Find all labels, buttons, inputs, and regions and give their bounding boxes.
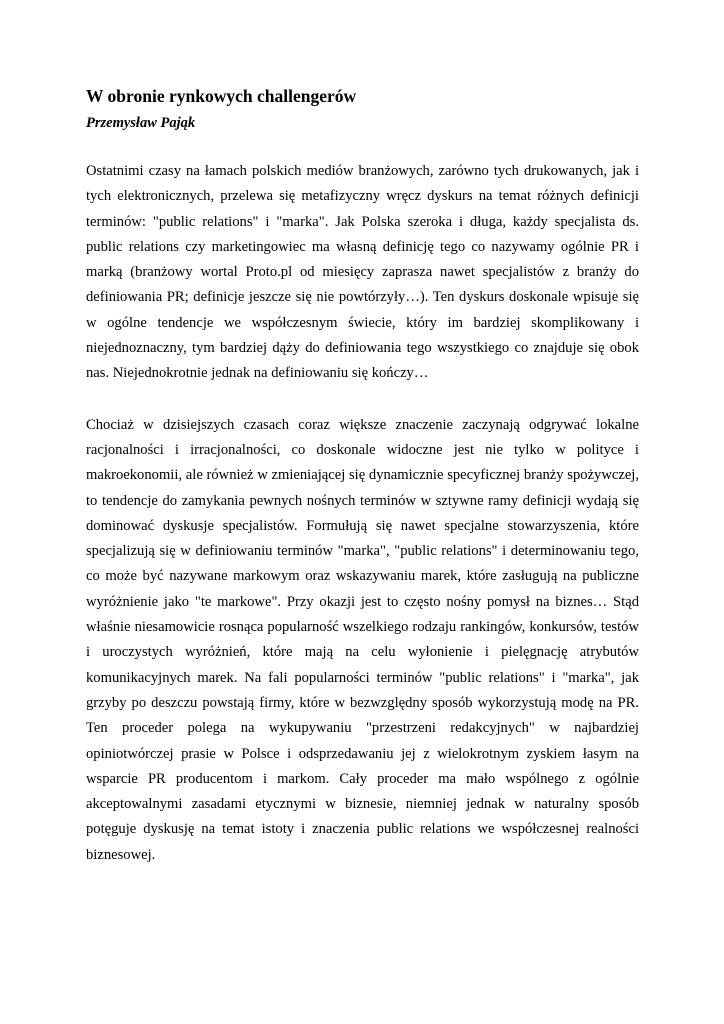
body-paragraph-2: Chociaż w dzisiejszych czasach coraz większe znaczenie zaczynają odgrywać lokalne racjonalności i irracjonalności, co doskonale widoczne jest nie tylko w polityce i makroekonomii, ale również w zmieniającej się dynamicznie specyficznej branży spożywczej, to tendencje do zamykania pewnych nośnych terminów w sztywne ramy definicji wydają się dominować dyskusje specjalistów. Formułują się nawet specjalne stowarzyszenia, które specjalizują się w definiowaniu terminów "marka", "public relations" i determinowaniu tego, co może być nazywane markowym oraz wskazywaniu marek, które zasługują na publiczne wyróżnienie jako "te markowe". Przy okazji jest to często nośny pomysł na biznes… Stąd właśnie niesamowicie rosnąca popularność wszelkiego rodzaju rankingów, konkursów, testów i uroczystych wyróżnień, które mają na celu wyłonienie i pielęgnację atrybutów komunikacyjnych marek. Na fali popularności terminów "public relations" i "marka", jak grzyby po deszczu powstają firmy, które w bezwzględny sposób wykorzystują modę na PR. Ten proceder polega na wykupywaniu "przestrzeni redakcyjnych" w najbardziej opiniotwórczej prasie w Polsce i odsprzedawaniu jej z wielokrotnym zyskiem łasym na wsparcie PR producentom i markom. Cały proceder ma mało wspólnego z ogólnie akceptowalnymi zasadami etycznymi w biznesie, niemniej jednak w naturalny sposób potęguje dyskusję na temat istoty i znaczenia public relations we współczesnej realności biznesowej.	[86, 416, 639, 863]
body-paragraph-1: Ostatnimi czasy na łamach polskich mediów branżowych, zarówno tych drukowanych, jak i tych elektronicznych, przelewa się metafizyczny wręcz dyskurs na temat różnych definicji terminów: "public relations" i "marka". Jak Polska szeroka i długa, każdy specjalista ds. public relations czy marketingowiec ma własną definicję tego co nazywamy ogólnie PR i marką (branżowy wortal Proto.pl od miesięcy zaprasza nawet specjalistów z branży do definiowania PR; definicje jeszcze się nie powtórzyły…). Ten dyskurs doskonale wpisuje się w ogólne tendencje we współczesnym świecie, który im bardziej skomplikowany i niejednoznaczny, tym bardziej dąży do definiowania tego wszystkiego co znajduje się obok nas. Niejednokrotnie jednak na definiowaniu się kończy…	[86, 163, 639, 382]
document-author: Przemysław Pająk	[86, 115, 196, 131]
document-page	[86, 85, 639, 894]
document-title: W obronie rynkowych challengerów	[86, 86, 357, 106]
